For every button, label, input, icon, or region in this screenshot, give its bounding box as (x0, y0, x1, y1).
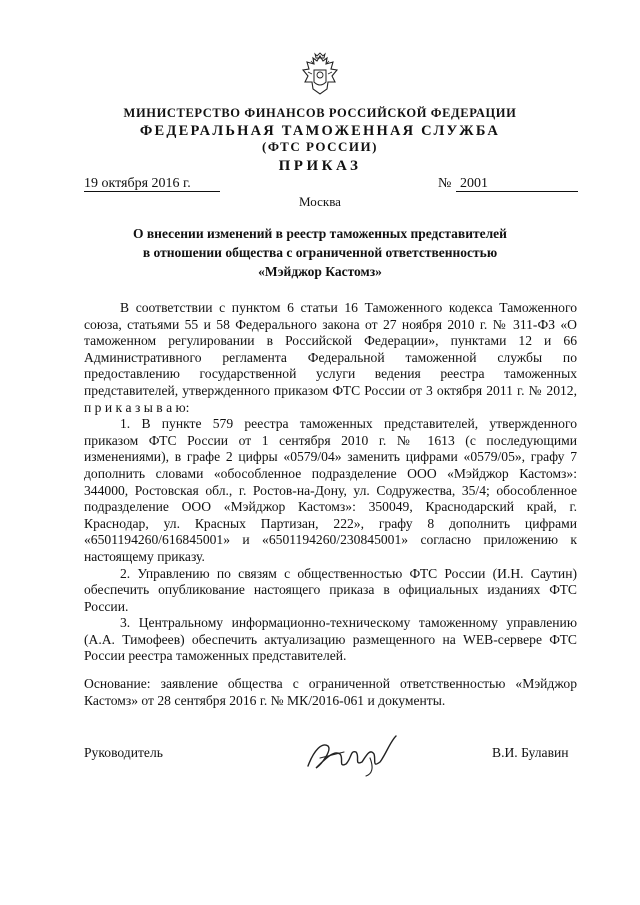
service-name: ФЕДЕРАЛЬНАЯ ТАМОЖЕННАЯ СЛУЖБА (139, 123, 501, 139)
coat-of-arms-icon (300, 52, 340, 98)
handwritten-signature (300, 728, 410, 778)
order-city: Москва (299, 194, 341, 209)
order-number: 2001 (456, 176, 578, 192)
order-item-3: 3. Центральному информационно-техническому таможенному управлению (А.А. Тимофеев) обеспечить актуализацию размещенного на WEB-сервере ФТС России реестра таможенных представителей. (84, 615, 577, 664)
order-number-label: № (438, 176, 452, 191)
basis-paragraph: Основание: заявление общества с ограниченной ответственностью «Мэйджор Кастомз» от 28 сентября 2016 г. № МК/2016-061 и документы. (84, 676, 577, 708)
signer-role: Руководитель (84, 745, 163, 760)
order-title-line: О внесении изменений в реестр таможенных представителей (133, 226, 507, 241)
signer-name: В.И. Булавин (492, 745, 569, 760)
order-body (84, 300, 577, 665)
document-type: ПРИКАЗ (278, 158, 362, 174)
order-item-2: 2. Управлению по связям с общественностью ФТС России (И.Н. Саутин) обеспечить опубликование настоящего приказа в официальных изданиях ФТС России. (84, 565, 577, 614)
order-item-1: 1. В пункте 579 реестра таможенных представителей, утвержденного приказом ФТС России от 1 сентября 2010 г. № 1613 (с последующими изменениями), в графе 2 цифры «0579/04» заменить цифрами «0579/05», графу 7 дополнить словами «обособленное подразделение ООО «Мэйджор Кастомз»: 344000, Ростовская обл., г. Ростов-на-Дону, ул. Содружества, 35/4; обособленное подразделение ООО «Мэйджор Кастомз»: 350049, Краснодарский край, г. Краснодар, ул. Красных Партизан, 222», графу 8 дополнить цифрами «6501194260/616845001» и «6501194260/230845001» согласно приложению к настоящему приказу. (84, 416, 577, 564)
order-title-line: «Мэйджор Кастомз» (258, 264, 382, 279)
order-title (0, 224, 640, 281)
intro-paragraph: В соответствии с пунктом 6 статьи 16 Таможенного кодекса Таможенного союза, статьями 55 и 58 Федерального закона от 27 ноября 2010 г. № 311-ФЗ «О таможенном регулировании в Российской Федерации», пунктами 12 и 66 Административного регламента Федеральной таможенной службы по предоставлению государственной услуги ведения реестра таможенных представителей, утвержденного приказом ФТС России от 3 октября 2011 г. № 2012, п р и к а з ы в а ю: (84, 300, 577, 415)
order-date: 19 октября 2016 г. (84, 176, 220, 192)
ministry-name: МИНИСТЕРСТВО ФИНАНСОВ РОССИЙСКОЙ ФЕДЕРАЦИИ (123, 106, 517, 120)
order-title-line: в отношении общества с ограниченной ответственностью (142, 245, 498, 260)
service-abbreviation: (ФТС РОССИИ) (262, 139, 378, 154)
